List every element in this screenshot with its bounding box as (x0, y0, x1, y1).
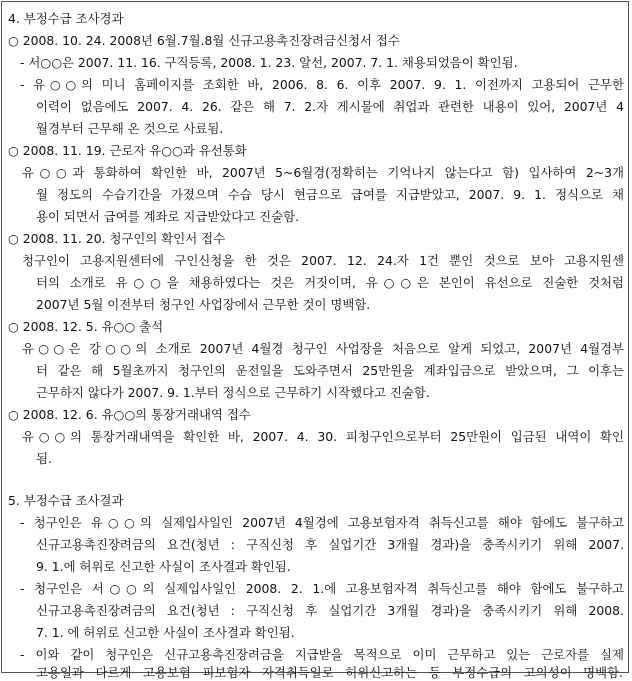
paragraph-line: 유○○은 강○○의 소개로 2007년 4월경 청구인 사업장을 처음으로 알게 되었고, 2007년 4월경부 (22, 341, 624, 356)
bullet-line: - 청구인은 서○○의 실제입사일인 2008. 2. 1.에 고용보험자격 취득신고를 해야 함에도 불구하고 (20, 581, 624, 596)
paragraph-line: 터 같은 해 5월초까지 청구인의 운전일을 도와주면서 25만원을 계좌입금으로 받았으며, 그 이후는 (36, 363, 624, 378)
item-2008-12-6: ○ 2008. 12. 6. 유○○의 통장거래내역 접수 (8, 407, 251, 422)
paragraph-line: 유○○의 통장거래내역을 확인한 바, 2007. 4. 30. 피청구인으로부터 25만원이 입금된 내역이 확인 (22, 429, 624, 444)
continuation-line: 9. 1.에 허위로 신고한 사실이 조사결과 확인됨. (36, 559, 291, 574)
item-2008-12-5: ○ 2008. 12. 5. 유○○ 출석 (8, 319, 164, 334)
bullet-line: - 청구인은 유○○의 실제입사일인 2007년 4월경에 고용보험자격 취득신고를 해야 함에도 불구하고 (20, 515, 624, 530)
bullet-line: - 서○○은 2007. 11. 16. 구직등록, 2008. 1. 23. 알선, 2007. 7. 1. 채용되었음이 확인됨. (20, 55, 518, 70)
section-5-heading: 5. 부정수급 조사결과 (8, 493, 124, 508)
paragraph-line: 유○○과 통화하여 확인한 바, 2007년 5~6월경(정확히는 기억나지 않는다고 함) 입사하여 2~3개 (22, 165, 624, 180)
item-2008-10-24: ○ 2008. 10. 24. 2008년 6월.7월.8월 신규고용촉진장려금신청서 접수 (8, 33, 400, 48)
bullet-line: - 유○○의 미니 홈페이지를 조회한 바, 2006. 8. 6. 이후 2007. 9. 1. 이전까지 고용되어 근무한 (20, 77, 624, 92)
continuation-line: 고용일과 다르게 고용보험 피보험자 자격취득일로 허위신고하는 등 부정수급의 고의성이 명백함. (36, 665, 623, 680)
paragraph-line: 용이 되면서 급여를 계좌로 지급받았다고 진술함. (36, 209, 300, 224)
item-2008-11-19: ○ 2008. 11. 19. 근로자 유○○과 유선통화 (8, 143, 247, 158)
item-2008-11-20: ○ 2008. 11. 20. 청구인의 확인서 접수 (8, 231, 226, 246)
paragraph-line: 2007년 5월 이전부터 청구인 사업장에서 근무한 것이 명백함. (36, 297, 371, 312)
continuation-line: 신규고용촉진장려금의 요건(청년 : 구직신청 후 실업기간 3개월 경과)을 충족시키기 위해 2008. (36, 603, 624, 618)
continuation-line: 신규고용촉진장려금의 요건(청년 : 구직신청 후 실업기간 3개월 경과)을 충족시키기 위해 2007. (36, 537, 624, 552)
paragraph-line: 월 정도의 수습기간을 가졌으며 수습 당시 현금으로 급여를 지급받았고, 2007. 9. 1. 정식으로 채 (36, 187, 624, 202)
paragraph-line: 됨. (36, 451, 52, 466)
document-page (1, 1, 629, 673)
continuation-line: 이력이 없음에도 2007. 4. 26. 같은 해 7. 2.자 게시물에 취업과 관련한 내용이 있어, 2007년 4 (36, 99, 624, 114)
continuation-line: 7. 1. 에 허위로 신고한 사실이 조사결과 확인됨. (36, 625, 295, 640)
paragraph-line: 청구인이 고용지원센터에 구인신청을 한 것은 2007. 12. 24.자 1건 뿐인 것으로 보아 고용지원센 (22, 253, 624, 268)
paragraph-line: 터의 소개로 유○○을 채용하였다는 것은 거짓이며, 유○○은 본인이 유선으로 진술한 것처럼 (36, 275, 624, 290)
paragraph-line: 근무하지 않다가 2007. 9. 1.부터 정식으로 근무하기 시작했다고 진술함. (36, 385, 430, 400)
bullet-line: - 이와 같이 청구인은 신규고용촉진장려금을 지급받을 목적으로 이미 근무하고 있는 근로자를 실제 (20, 647, 624, 662)
section-4-heading: 4. 부정수급 조사경과 (8, 11, 124, 26)
continuation-line: 월경부터 근무해 온 것으로 사료됨. (36, 121, 224, 136)
